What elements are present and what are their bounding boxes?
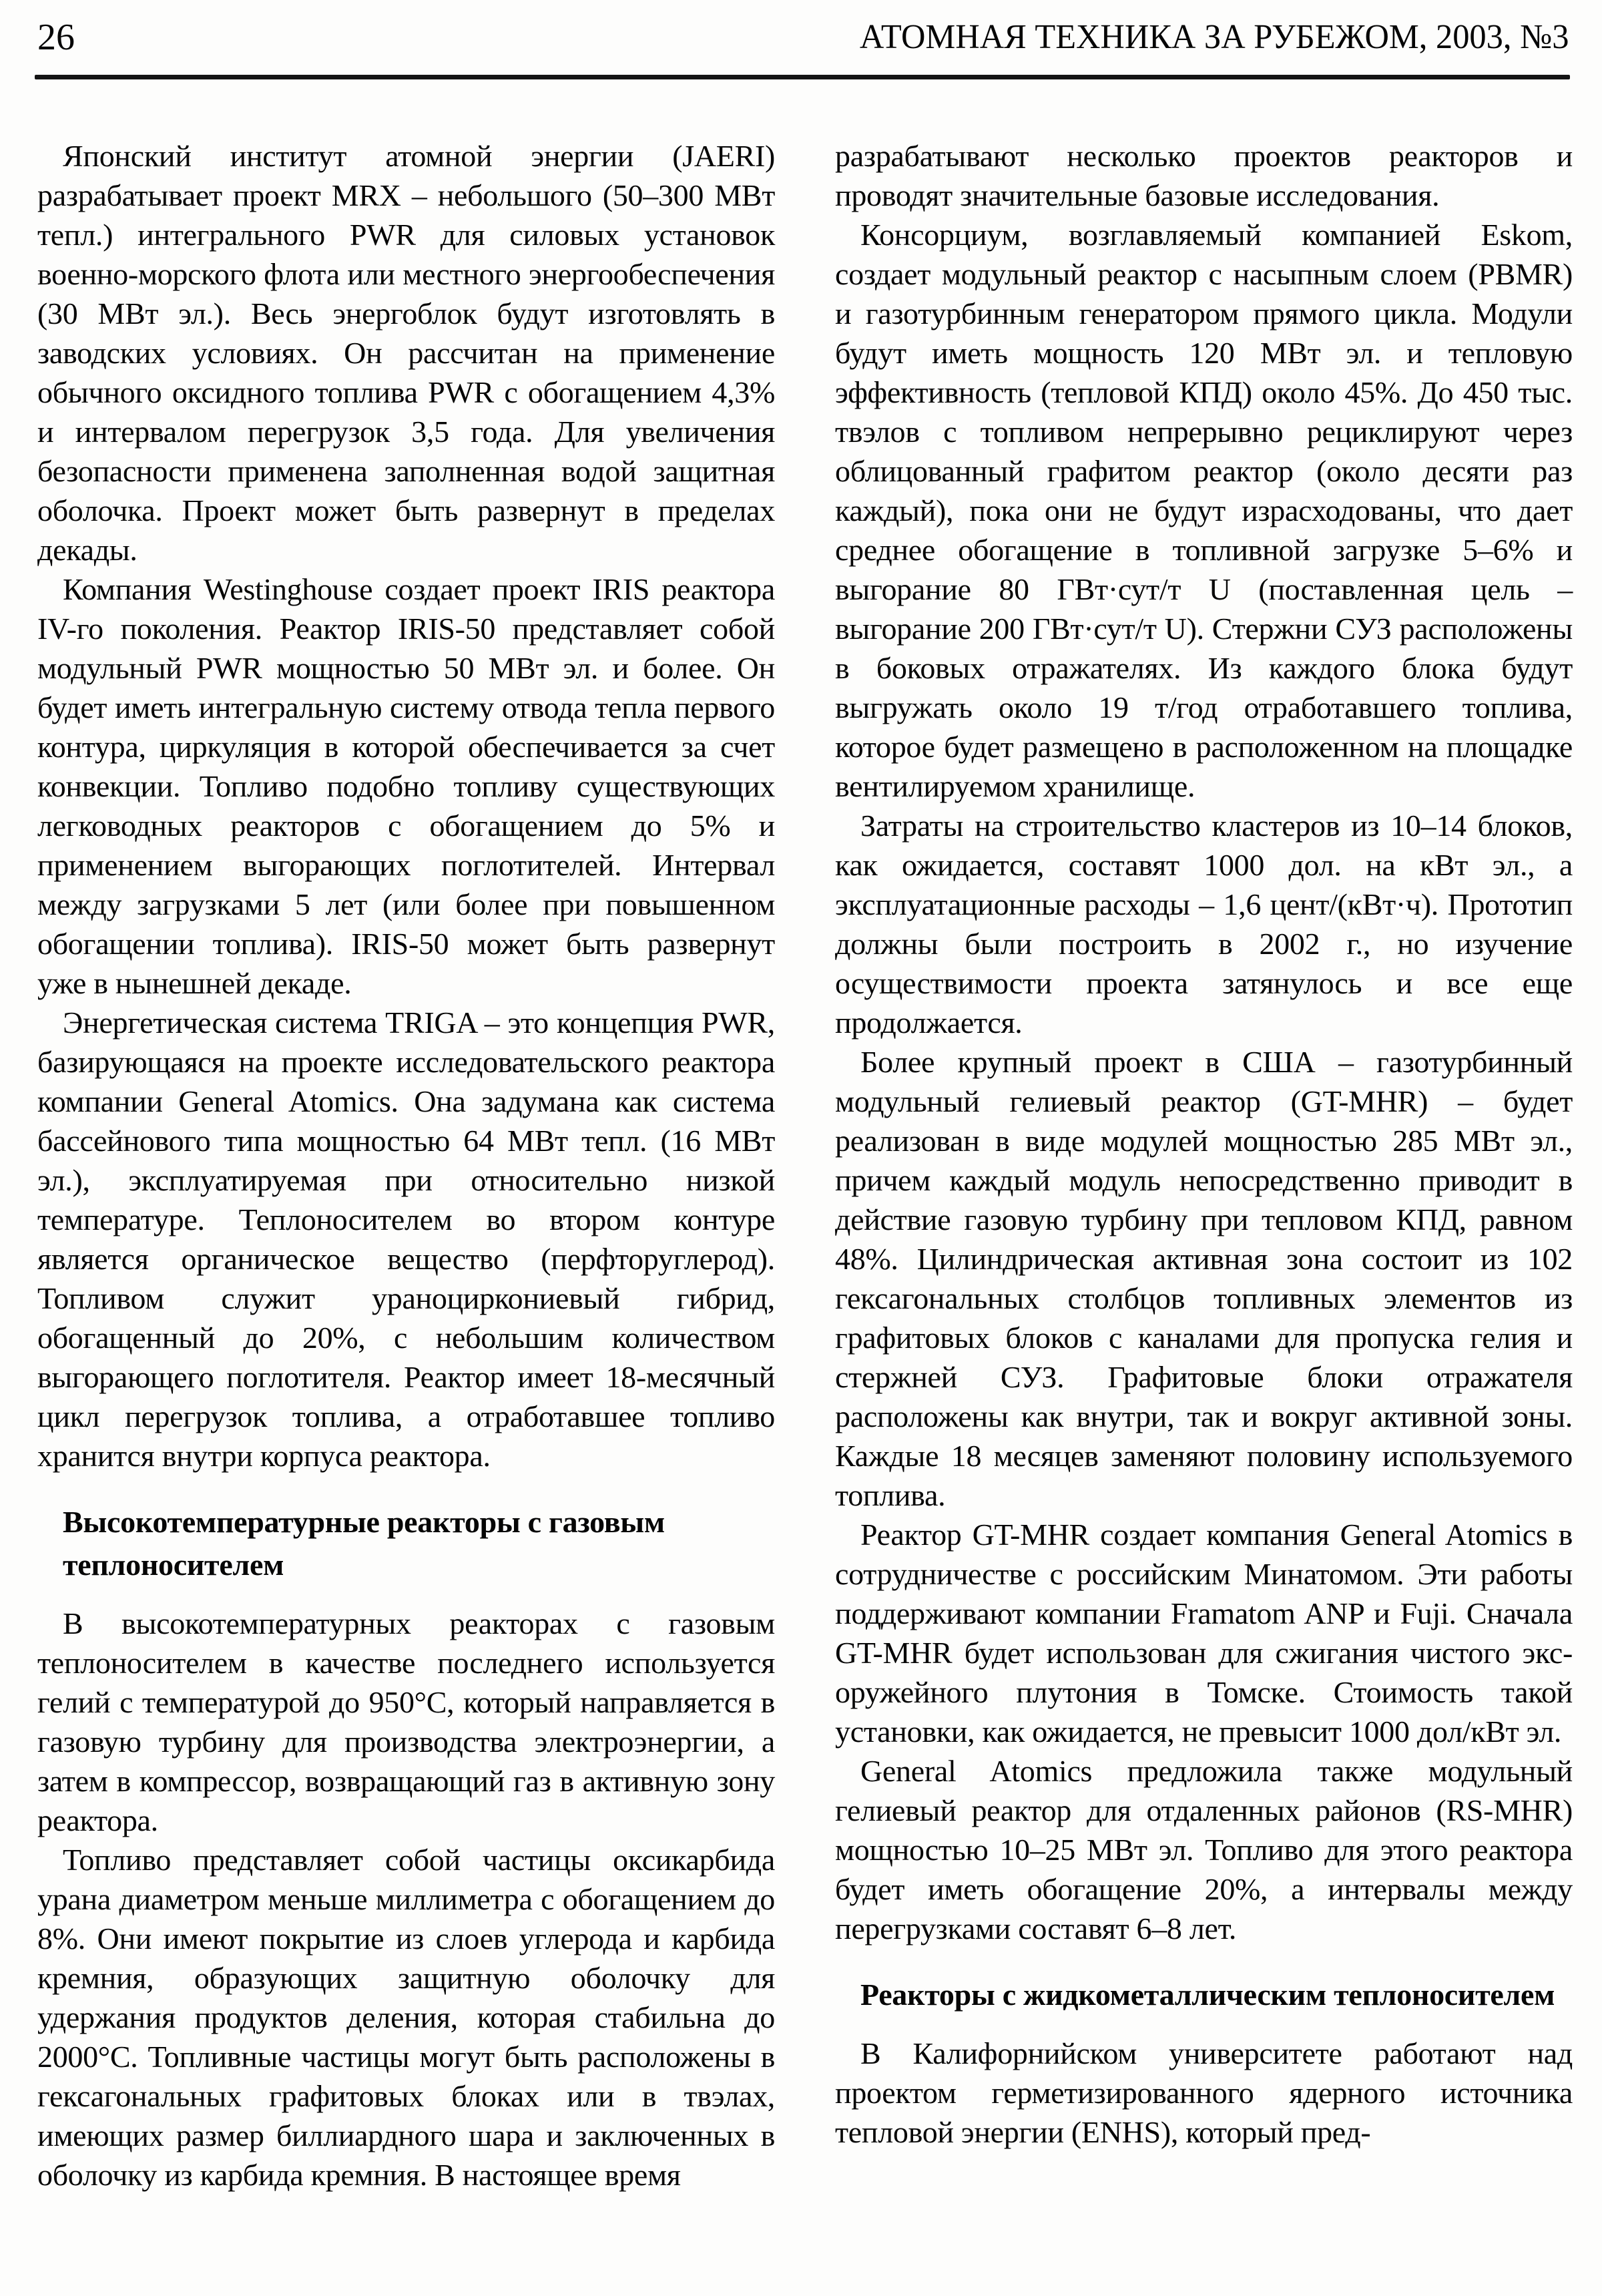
paragraph-general-atomics-minatom: Реактор GT-MHR создает компания General Atomics в сотрудничестве с российским Минатомом. Эти работы поддерживают компании Framatom ANP и Fuji. Сначала GT-MHR будет использован для сжигания чистого экс-оружейного плутония в Томске. Стоимость такой установки, как ожидается, не превысит 1000 дол/кВт эл. — [835, 1518, 1573, 1749]
paragraph-htgr-intro: В высокотемпературных реакторах с газовым теплоносителем в качестве последнего используется гелий с температурой до 950°С, который направляется в газовую турбину для производства электроэнергии, а затем в компрессор, возвращающий газ в активную зону реактора. — [37, 1606, 775, 1837]
paragraph-gtmhr: Более крупный проект в США – газотурбинный модульный гелиевый реактор (GT-MHR) – будет реализован в виде модулей мощностью 285 МВт эл., причем каждый модуль непосредственно приводит в действие газовую турбину при тепловом КПД, равном 48%. Цилиндрическая активная зона состоит из 102 гексагональных столбцов топливных элементов из графитовых блоков с каналами для пропуска гелия и стержней СУЗ. Графитовые блоки отражателя расположены как внутри, так и вокруг активной зоны. Каждые 18 месяцев заменяют половину используемого топлива. — [835, 1045, 1573, 1512]
left-column — [37, 136, 775, 2195]
section-heading-liquid-metal: Реакторы с жидкометаллическим теплоносителем — [860, 1978, 1555, 2012]
page-header — [37, 17, 1569, 57]
header-divider — [35, 75, 1570, 79]
paragraph-continuation: разрабатывают несколько проектов реакторов и проводят значительные базовые исследования. — [835, 139, 1573, 212]
text-columns — [37, 136, 1573, 2195]
paragraph-enhs: В Калифорнийском университете работают над проектом герметизированного ядерного источника тепловой энергии (ENHS), который пред- — [835, 2036, 1573, 2149]
paragraph-cluster-costs: Затраты на строительство кластеров из 10–14 блоков, как ожидается, составят 1000 дол. на кВт эл., а эксплуатационные расходы – 1,6 цент/(кВт·ч). Прототип должны были построить в 2002 г., но изучение осуществимости проекта затянулось и все еще продолжается. — [835, 809, 1573, 1040]
paragraph-jaeri-mrx: Японский институт атомной энергии (JAERI) разрабатывает проект MRX – небольшого (50–300 МВт тепл.) интегрального PWR для силовых установок военно-морского флота или местного энергообеспечения (30 МВт эл.). Весь энергоблок будут изготовлять в заводских условиях. Он рассчитан на применение обычного оксидного топлива PWR с обогащением 4,3% и интервалом перегрузок 3,5 года. Для увеличения безопасности применена заполненная водой защитная оболочка. Проект может быть развернут в пределах декады. — [37, 139, 775, 567]
journal-title: АТОМНАЯ ТЕХНИКА ЗА РУБЕЖОМ, 2003, №3 — [859, 18, 1569, 56]
right-column — [835, 136, 1573, 2195]
paragraph-fuel-particles: Топливо представляет собой частицы оксикарбида урана диаметром меньше миллиметра с обогащением до 8%. Они имеют покрытие из слоев углерода и карбида кремния, образующих защитную оболочку для удержания продуктов деления, которая стабильна до 2000°С. Топливные частицы могут быть расположены в гексагональных графитовых блоках или в твэлах, имеющих размер биллиардного шара и заключенных в оболочку из карбида кремния. В настоящее время — [37, 1843, 775, 2192]
paragraph-triga: Энергетическая система TRIGA – это концепция PWR, базирующаяся на проекте исследовательского реактора компании General Atomics. Она задумана как система бассейнового типа мощностью 64 МВт тепл. (16 МВт эл.), эксплуатируемая при относительно низкой температуре. Теплоносителем во втором контуре является органическое вещество (перфторуглерод). Топливом служит ураноциркониевый гибрид, обогащенный до 20%, с небольшим количеством выгорающего поглотителя. Реактор имеет 18-месячный цикл перегрузок топлива, а отработавшее топливо хранится внутри корпуса реактора. — [37, 1005, 775, 1473]
paragraph-westinghouse-iris: Компания Westinghouse создает проект IRIS реактора IV-го поколения. Реактор IRIS-50 представляет собой модульный PWR мощностью 50 МВт эл. и более. Он будет иметь интегральную систему отвода тепла первого контура, циркуляция в которой обеспечивается за счет конвекции. Топливо подобно топливу существующих легководных реакторов с обогащением до 5% и применением выгорающих поглотителей. Интервал между загрузками 5 лет (или более при повышенном обогащении топлива). IRIS-50 может быть развернут уже в нынешней декаде. — [37, 572, 775, 1000]
section-heading-gas-cooled: Высокотемпературные реакторы с газовым теплоносителем — [63, 1505, 665, 1582]
page-number: 26 — [37, 17, 75, 58]
paragraph-rsmhr: General Atomics предложила также модульный гелиевый реактор для отдаленных районов (RS-MHR) мощностью 10–25 МВт эл. Топливо для этого реактора будет иметь обогащение 20%, а интервалы между перегрузками составят 6–8 лет. — [835, 1754, 1573, 1945]
paragraph-eskom-pbmr: Консорциум, возглавляемый компанией Eskom, создает модульный реактор с насыпным слоем (PBMR) и газотурбинным генератором прямого цикла. Модули будут иметь мощность 120 МВт эл. и тепловую эффективность (тепловой КПД) около 45%. До 450 тыс. твэлов с топливом непрерывно рециклируют через облицованный графитом реактор (около десяти раз каждый), пока они не будут израсходованы, что дает среднее обогащение в топливной загрузке 5–6% и выгорание 80 ГВт·сут/т U (поставленная цель – выгорание 200 ГВт·сут/т U). Стержни СУЗ расположены в боковых отражателях. Из каждого блока будут выгружать около 19 т/год отработавшего топлива, которое будет размещено в расположенном на площадке вентилируемом хранилище. — [835, 218, 1573, 803]
